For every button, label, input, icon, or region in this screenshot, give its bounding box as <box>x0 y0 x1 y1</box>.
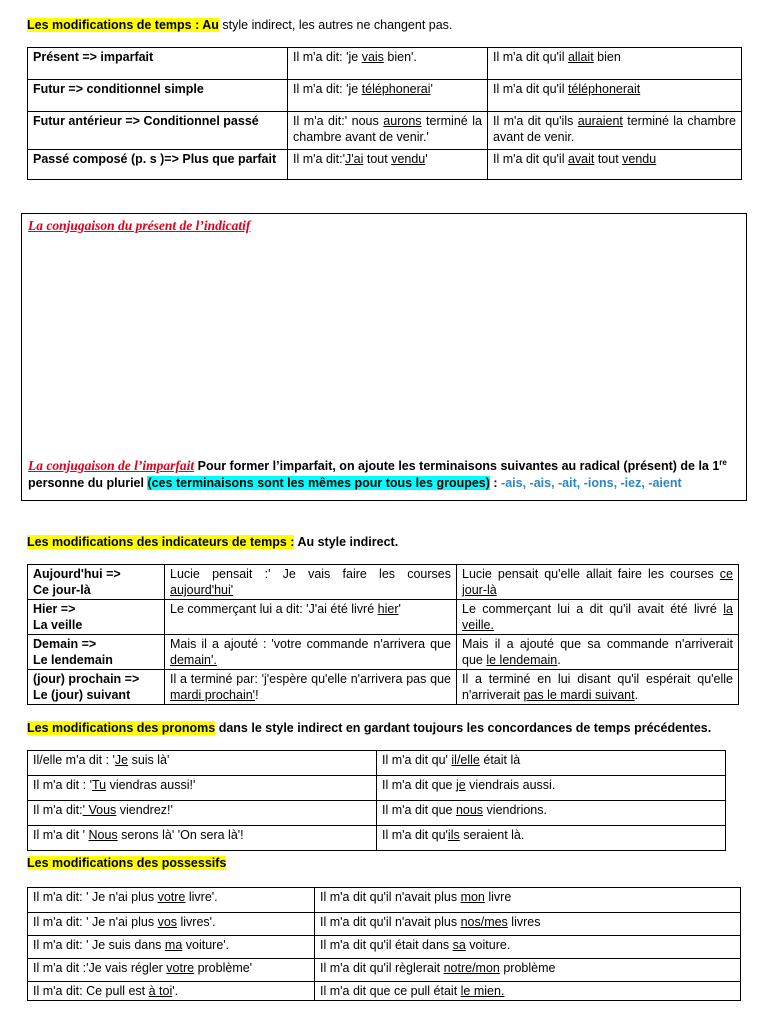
cell-text: ' <box>398 602 401 616</box>
table-row <box>28 112 742 150</box>
cell-text: viendrions. <box>483 803 547 817</box>
cell-text: problème' <box>194 961 253 975</box>
pronoms-heading-rest: dans le style indirect en gardant toujours les concordances de temps précédentes. <box>215 721 712 735</box>
underlined-text: votre <box>166 961 195 975</box>
cell-text: viendras aussi!' <box>106 778 196 792</box>
underlined-text: allait <box>567 50 594 64</box>
indicator-label-line: (jour) prochain => <box>33 672 140 686</box>
cell-text: voiture. <box>465 938 511 952</box>
underlined-text: la veille. <box>462 602 733 632</box>
indirect-example <box>457 565 739 600</box>
indicator-label <box>28 565 165 600</box>
table-row <box>28 888 741 913</box>
underlined-text: à toi <box>148 984 173 998</box>
possessifs-table <box>27 887 741 1001</box>
direct-example <box>165 670 457 705</box>
indirect-example <box>377 826 726 851</box>
pronoms-table <box>27 750 726 851</box>
direct-example <box>288 48 488 80</box>
indicator-label-line: Le lendemain <box>33 653 113 667</box>
underlined-text: aurons <box>383 114 422 128</box>
cell-text: Mais il a ajouté que sa commande n'arriverait que <box>462 637 733 667</box>
cell-text: Il m'a dit qu'il n'avait plus <box>320 915 461 929</box>
indirect-example <box>315 936 741 959</box>
cell-text: viendrez!' <box>116 803 173 817</box>
indirect-example <box>488 80 742 112</box>
cell-text: Lucie pensait :' Je vais faire les courses <box>170 567 451 581</box>
cell-text: tout <box>363 152 392 166</box>
cell-text: Il m'a dit: ' Je n'ai plus <box>33 915 158 929</box>
table-row <box>28 635 739 670</box>
underlined-text: pas le mardi suivant <box>523 688 635 702</box>
imparfait-sup: re <box>719 458 727 467</box>
cell-text: Il m'a dit ' <box>33 828 89 842</box>
direct-example <box>165 600 457 635</box>
table-row <box>28 959 741 982</box>
temps-heading <box>27 18 452 33</box>
indicator-label <box>28 670 165 705</box>
underlined-text: ' Vous <box>82 803 117 817</box>
cell-text: viendrais aussi. <box>465 778 556 792</box>
indirect-example <box>315 982 741 1001</box>
indirect-example <box>315 913 741 936</box>
indirect-example <box>488 150 742 180</box>
cell-text: Mais il a ajouté : 'votre commande n'arrivera que <box>170 637 451 651</box>
indicateurs-table <box>27 564 739 705</box>
indicateurs-heading-rest: Au style indirect. <box>294 535 399 549</box>
imparfait-highlight: (ces terminaisons sont les mêmes pour tous les groupes) <box>147 476 490 491</box>
indirect-example <box>377 751 726 776</box>
underlined-text: vendu <box>622 152 657 166</box>
cell-text: Il m'a dit qu'il règlerait <box>320 961 444 975</box>
underlined-text: hier <box>377 602 399 616</box>
cell-text: tout <box>594 152 623 166</box>
underlined-text: vos <box>157 915 178 929</box>
cell-text: Il m'a dit qu' <box>382 828 448 842</box>
indicator-label-line: Le (jour) suivant <box>33 688 131 702</box>
cell-text: terminé la chambre avant de venir. <box>493 114 736 144</box>
underlined-text: nous <box>455 803 484 817</box>
cell-text: Il m'a dit qu'ils <box>493 114 578 128</box>
table-row <box>28 565 739 600</box>
pronoms-heading <box>27 721 711 736</box>
possessifs-heading <box>27 856 226 871</box>
cell-text: livres <box>507 915 541 929</box>
rule-label <box>28 150 288 180</box>
cell-text: Il m'a dit :'Je vais régler <box>33 961 167 975</box>
underlined-text: nos/mes <box>460 915 508 929</box>
underlined-text: Nous <box>88 828 118 842</box>
imparfait-text-2: personne du pluriel <box>28 476 148 491</box>
direct-example <box>288 150 488 180</box>
cell-text: voiture'. <box>182 938 230 952</box>
underlined-text: avait <box>567 152 595 166</box>
underlined-text: Tu <box>91 778 107 792</box>
direct-example <box>28 826 377 851</box>
temps-heading-highlight: Les modifications de temps : Au <box>27 18 219 32</box>
cell-text: Il m'a dit : ' <box>33 778 92 792</box>
conjugaison-box <box>21 213 747 501</box>
indirect-example <box>457 670 739 705</box>
indirect-example <box>488 112 742 150</box>
underlined-text: notre/mon <box>443 961 500 975</box>
indirect-example <box>457 600 739 635</box>
direct-example <box>28 776 377 801</box>
underlined-text: J'ai <box>345 152 364 166</box>
rule-label <box>28 48 288 80</box>
indicateurs-heading <box>27 535 398 550</box>
direct-example <box>28 936 315 959</box>
underlined-text: il/elle <box>451 753 480 767</box>
temps-table <box>27 47 742 180</box>
indirect-example <box>377 801 726 826</box>
cell-text: Il a terminé par: 'j'espère qu'elle n'arrivera pas que <box>170 672 451 686</box>
possessifs-heading-highlight: Les modifications des possessifs <box>27 856 227 870</box>
indicateurs-heading-highlight: Les modifications des indicateurs de temps : <box>27 535 295 549</box>
indirect-example <box>315 959 741 982</box>
cell-text: livres'. <box>177 915 216 929</box>
table-row <box>28 670 739 705</box>
cell-text: . <box>634 688 639 702</box>
cell-text: Lucie pensait qu'elle allait faire les courses <box>462 567 720 581</box>
underlined-text: Je <box>114 753 129 767</box>
indicator-label <box>28 600 165 635</box>
table-row <box>28 48 742 80</box>
underlined-text: le lendemain <box>486 653 558 667</box>
cell-text: Il/elle m'a dit : ' <box>33 753 115 767</box>
indicator-label-line: Ce jour-là <box>33 583 91 597</box>
direct-example <box>165 635 457 670</box>
underlined-text: ma <box>164 938 183 952</box>
temps-heading-rest: style indirect, les autres ne changent pas. <box>218 18 453 32</box>
cell-text: Il m'a dit:' <box>293 152 346 166</box>
cell-text: livre <box>484 890 512 904</box>
cell-text: Le commerçant lui a dit qu'il avait été livré <box>462 602 724 616</box>
cell-text: suis là' <box>128 753 170 767</box>
table-row <box>28 913 741 936</box>
underlined-text: téléphonerai <box>361 82 431 96</box>
cell-text: Il m'a dit qu'il était dans <box>320 938 453 952</box>
cell-text: Il m'a dit: ' Je n'ai plus <box>33 890 158 904</box>
rule-label-text: Présent => imparfait <box>33 50 154 64</box>
indirect-example <box>488 48 742 80</box>
underlined-text: je <box>455 778 466 792</box>
table-row <box>28 80 742 112</box>
table-row <box>28 150 742 180</box>
cell-text: '. <box>172 984 179 998</box>
underlined-text: votre <box>157 890 186 904</box>
table-row <box>28 801 726 826</box>
underlined-text: mardi prochain' <box>170 688 256 702</box>
table-row <box>28 982 741 1001</box>
direct-example <box>28 801 377 826</box>
indirect-example <box>315 888 741 913</box>
table-row <box>28 600 739 635</box>
cell-text: Il m'a dit: 'je <box>293 82 362 96</box>
underlined-text: demain'. <box>170 653 217 667</box>
rule-label-text: Futur antérieur => Conditionnel passé <box>33 114 259 128</box>
cell-text: terminé la chambre avant de venir.' <box>293 114 483 144</box>
indirect-example <box>377 776 726 801</box>
table-row <box>28 826 726 851</box>
cell-text: Il m'a dit: 'je <box>293 50 362 64</box>
cell-text: était là <box>479 753 521 767</box>
direct-example <box>28 913 315 936</box>
cell-text: Il m'a dit que <box>382 778 456 792</box>
imparfait-colon: : <box>489 476 502 491</box>
cell-text: Il a terminé en lui disant qu'il espérait qu'elle n'arriverait <box>462 672 733 702</box>
direct-example <box>165 565 457 600</box>
imparfait-paragraph <box>28 454 740 492</box>
cell-text: Il m'a dit qu'il <box>493 152 568 166</box>
pronoms-heading-highlight: Les modifications des pronoms <box>27 721 216 735</box>
cell-text: Il m'a dit que ce pull était <box>320 984 461 998</box>
cell-text: Il m'a dit que <box>382 803 456 817</box>
rule-label <box>28 112 288 150</box>
indicator-label-line: Aujourd'hui => <box>33 567 121 581</box>
underlined-text: ce jour-là <box>462 567 733 597</box>
underlined-text: téléphonerait <box>567 82 641 96</box>
direct-example <box>28 888 315 913</box>
indicator-label-line: La veille <box>33 618 83 632</box>
underlined-text: sa <box>452 938 466 952</box>
cell-text: Il m'a dit qu'il n'avait plus <box>320 890 461 904</box>
direct-example <box>288 80 488 112</box>
cell-text: Il m'a dit: <box>33 803 83 817</box>
rule-label-text: Passé composé (p. s )=> Plus que parfait <box>33 152 277 166</box>
present-title: La conjugaison du présent de l’indicatif <box>28 218 251 233</box>
underlined-text: auraient <box>577 114 623 128</box>
cell-text: Il m'a dit qu'il <box>493 50 568 64</box>
table-row <box>28 776 726 801</box>
direct-example <box>28 982 315 1001</box>
cell-text: ' <box>425 152 428 166</box>
indicator-label <box>28 635 165 670</box>
direct-example <box>288 112 488 150</box>
cell-text: problème <box>499 961 556 975</box>
cell-text: ! <box>255 688 259 702</box>
underlined-text: vais <box>361 50 384 64</box>
cell-text: seraient là. <box>459 828 525 842</box>
cell-text: Il m'a dit: ' Je suis dans <box>33 938 165 952</box>
underlined-text: le mien. <box>460 984 505 998</box>
table-row <box>28 936 741 959</box>
imparfait-title: La conjugaison de l’imparfait <box>28 458 195 474</box>
imparfait-text-1: Pour former l’imparfait, on ajoute les terminaisons suivantes au radical (présent) de la 1 <box>194 459 720 474</box>
underlined-text: aujourd'hui' <box>170 583 234 597</box>
cell-text: Il m'a dit: Ce pull est <box>33 984 149 998</box>
rule-label <box>28 80 288 112</box>
underlined-text: mon <box>460 890 485 904</box>
cell-text: bien <box>593 50 621 64</box>
rule-label-text: Futur => conditionnel simple <box>33 82 204 96</box>
cell-text: Le commerçant lui a dit: 'J'ai été livré <box>170 602 378 616</box>
direct-example <box>28 751 377 776</box>
cell-text: Il m'a dit qu'il <box>493 82 568 96</box>
indirect-example <box>457 635 739 670</box>
imparfait-endings: -ais, -ais, -ait, -ions, -iez, -aient <box>501 476 682 491</box>
direct-example <box>28 959 315 982</box>
table-row <box>28 751 726 776</box>
underlined-text: vendu <box>391 152 426 166</box>
indicator-label-line: Demain => <box>33 637 97 651</box>
cell-text: bien'. <box>383 50 417 64</box>
cell-text: ' <box>430 82 433 96</box>
cell-text: . <box>557 653 561 667</box>
cell-text: livre'. <box>185 890 218 904</box>
underlined-text: ils <box>447 828 460 842</box>
indicator-label-line: Hier => <box>33 602 76 616</box>
cell-text: Il m'a dit:' nous <box>293 114 384 128</box>
cell-text: serons là' 'On sera là'! <box>117 828 244 842</box>
cell-text: Il m'a dit qu' <box>382 753 452 767</box>
